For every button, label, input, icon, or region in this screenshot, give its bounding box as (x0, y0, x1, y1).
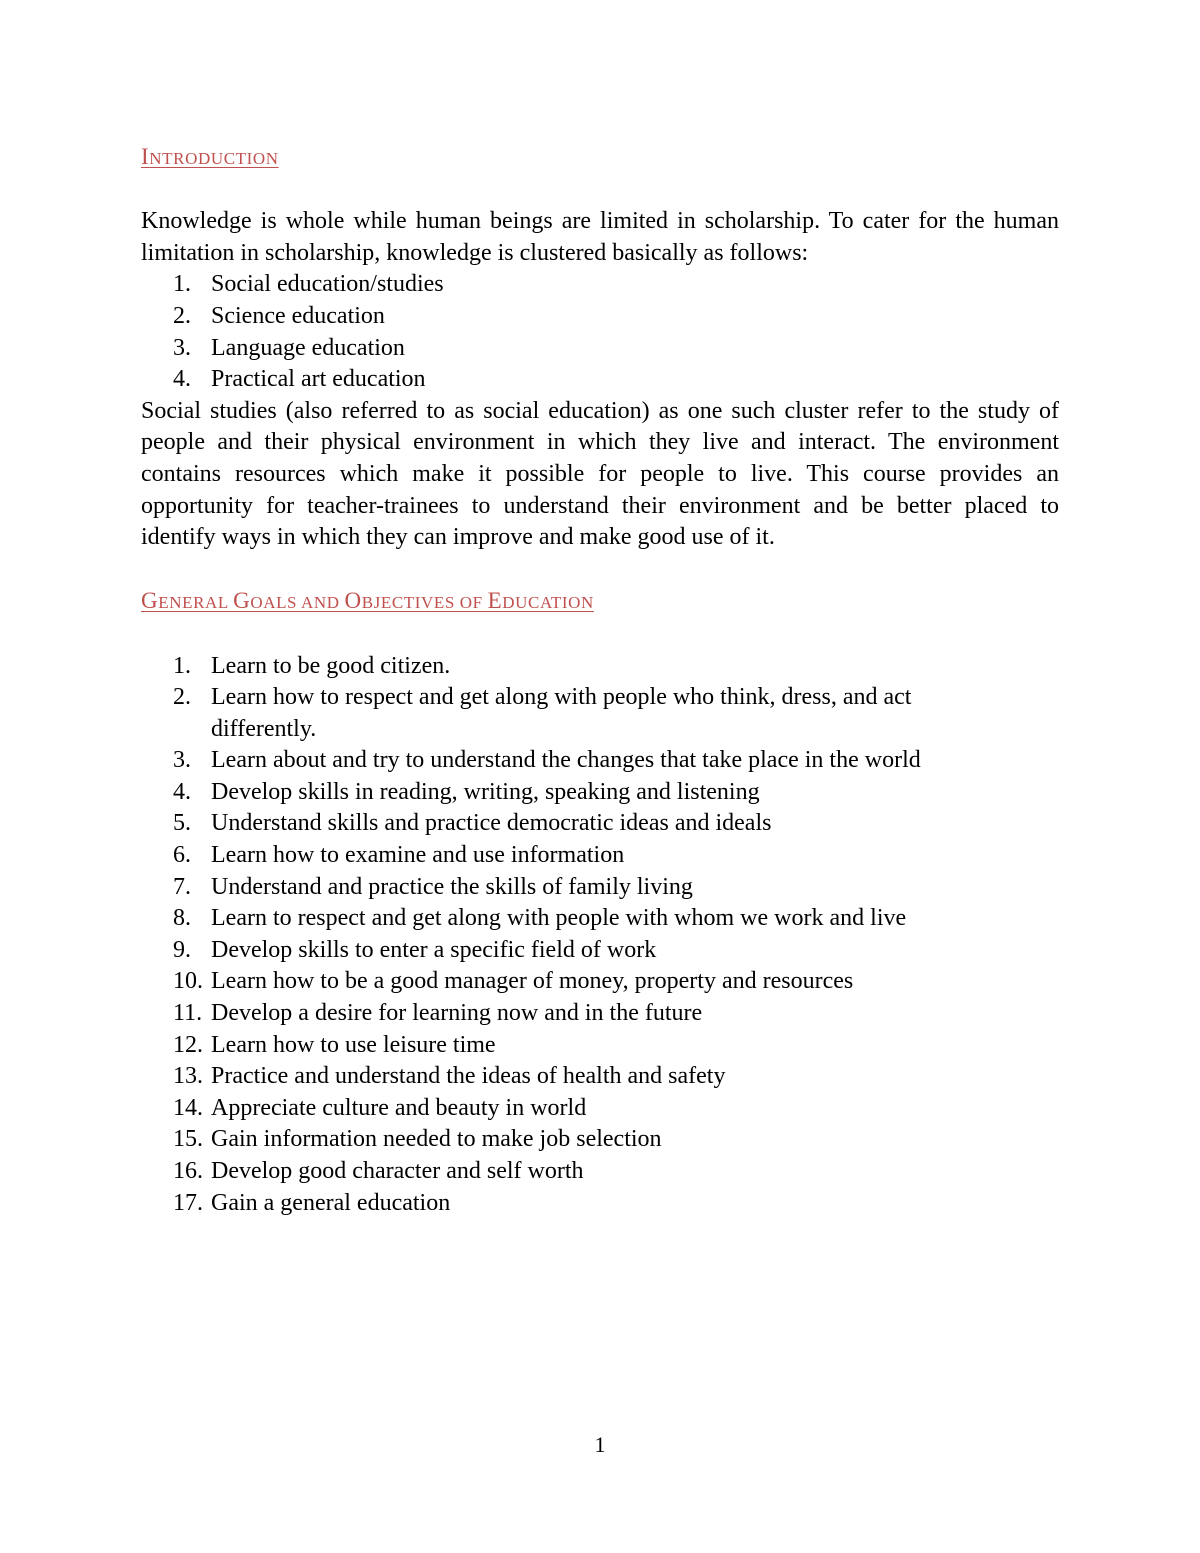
list-item (141, 1093, 1059, 1125)
list-number: 1. (173, 271, 191, 298)
list-item (141, 903, 1059, 935)
heading-part: OALS AND (250, 593, 345, 613)
list-item (141, 1030, 1059, 1062)
list-item (141, 745, 1059, 777)
introduction-heading (141, 141, 1059, 175)
list-number: 15. (173, 1126, 203, 1153)
list-text: Language education (211, 334, 405, 361)
list-text: Learn to be good citizen. (211, 652, 451, 679)
list-item (141, 269, 1059, 301)
heading-part: DUCATION (502, 593, 594, 613)
list-item (141, 840, 1059, 872)
list-item (141, 1156, 1059, 1188)
list-number: 2. (173, 684, 191, 711)
list-text: Learn how to examine and use information (211, 842, 625, 869)
goals-list (141, 651, 1059, 1220)
list-number: 17. (173, 1189, 203, 1216)
list-text: Develop a desire for learning now and in the future (211, 1000, 703, 1027)
heading-part: ENERAL (158, 593, 234, 613)
list-item (141, 1188, 1059, 1220)
page-number: 1 (594, 1432, 606, 1457)
heading-part: BJECTIVES OF (361, 593, 488, 613)
blank-line (141, 619, 1059, 651)
list-number: 12. (173, 1031, 203, 1058)
list-text: Practice and understand the ideas of health and safety (211, 1063, 726, 1090)
heading-initial: E (487, 588, 503, 614)
list-text: Learn about and try to understand the changes that take place in the world (211, 747, 921, 774)
goals-heading (141, 585, 1059, 619)
list-item (141, 998, 1059, 1030)
list-item (141, 333, 1059, 365)
page-content (141, 141, 1059, 1219)
list-number: 13. (173, 1063, 203, 1090)
list-number: 3. (173, 334, 191, 361)
list-number: 10. (173, 968, 203, 995)
heading-initial: I (141, 144, 150, 169)
list-item (141, 301, 1059, 333)
list-number: 2. (173, 302, 191, 329)
list-number: 6. (173, 842, 191, 869)
list-item (141, 1124, 1059, 1156)
list-text: Learn how to be a good manager of money, property and resources (211, 968, 854, 995)
list-text: Develop good character and self worth (211, 1158, 584, 1184)
list-text: Learn to respect and get along with people with whom we work and live (211, 905, 907, 932)
list-number: 11. (173, 1000, 203, 1027)
heading-initial: G (233, 588, 251, 614)
heading-initial: G (141, 588, 159, 614)
list-text: Science education (211, 302, 385, 329)
list-item (141, 808, 1059, 840)
blank-line (141, 175, 1059, 207)
knowledge-clusters-list (141, 269, 1059, 395)
list-number: 4. (173, 778, 191, 805)
list-item (141, 1061, 1059, 1093)
list-number: 7. (173, 873, 191, 900)
list-number: 9. (173, 936, 191, 963)
list-item (141, 364, 1059, 396)
list-text: Appreciate culture and beauty in world (211, 1094, 587, 1121)
list-item (141, 777, 1059, 809)
list-text: Social education/studies (211, 271, 444, 298)
list-item (141, 872, 1059, 904)
list-text: Learn how to use leisure time (211, 1031, 496, 1058)
list-number: 4. (173, 366, 191, 393)
list-item (141, 651, 1059, 683)
list-text: Develop skills in reading, writing, speaking and listening (211, 778, 760, 805)
list-text: Gain information needed to make job selection (211, 1126, 662, 1153)
list-text: Understand skills and practice democratic ideas and ideals (211, 810, 772, 837)
list-number: 5. (173, 810, 191, 837)
list-text: Gain a general education (211, 1189, 451, 1216)
blank-line (141, 554, 1059, 586)
list-number: 3. (173, 747, 191, 774)
intro-paragraph-1: Knowledge is whole while human beings are limited in scholarship. To cater for the human limitation in scholarship, knowledge is clustered basically as follows: (141, 208, 1059, 266)
list-text: Understand and practice the skills of family living (211, 873, 693, 900)
intro-paragraph-2: Social studies (also referred to as social education) as one such cluster refer to the study of people and their physical environment in which they live and interact. The environment contains resources which make it possible for people to live. This course provides an opportunity for teacher-trainees to understand their environment and be better placed to identify ways in which they can improve and make good use of it. (141, 397, 1059, 551)
list-item (141, 966, 1059, 998)
list-number: 8. (173, 905, 191, 932)
list-number: 14. (173, 1094, 203, 1121)
list-text: Develop skills to enter a specific field of work (211, 936, 657, 963)
list-item (141, 935, 1059, 967)
heading-rest: NTRODUCTION (149, 149, 279, 168)
list-number: 16. (173, 1158, 203, 1184)
list-number: 1. (173, 652, 191, 679)
list-text: Learn how to respect and get along with people who think, dress, and act differently. (211, 684, 912, 742)
heading-initial: O (344, 588, 362, 614)
list-item (141, 682, 1059, 745)
list-text: Practical art education (211, 366, 426, 393)
